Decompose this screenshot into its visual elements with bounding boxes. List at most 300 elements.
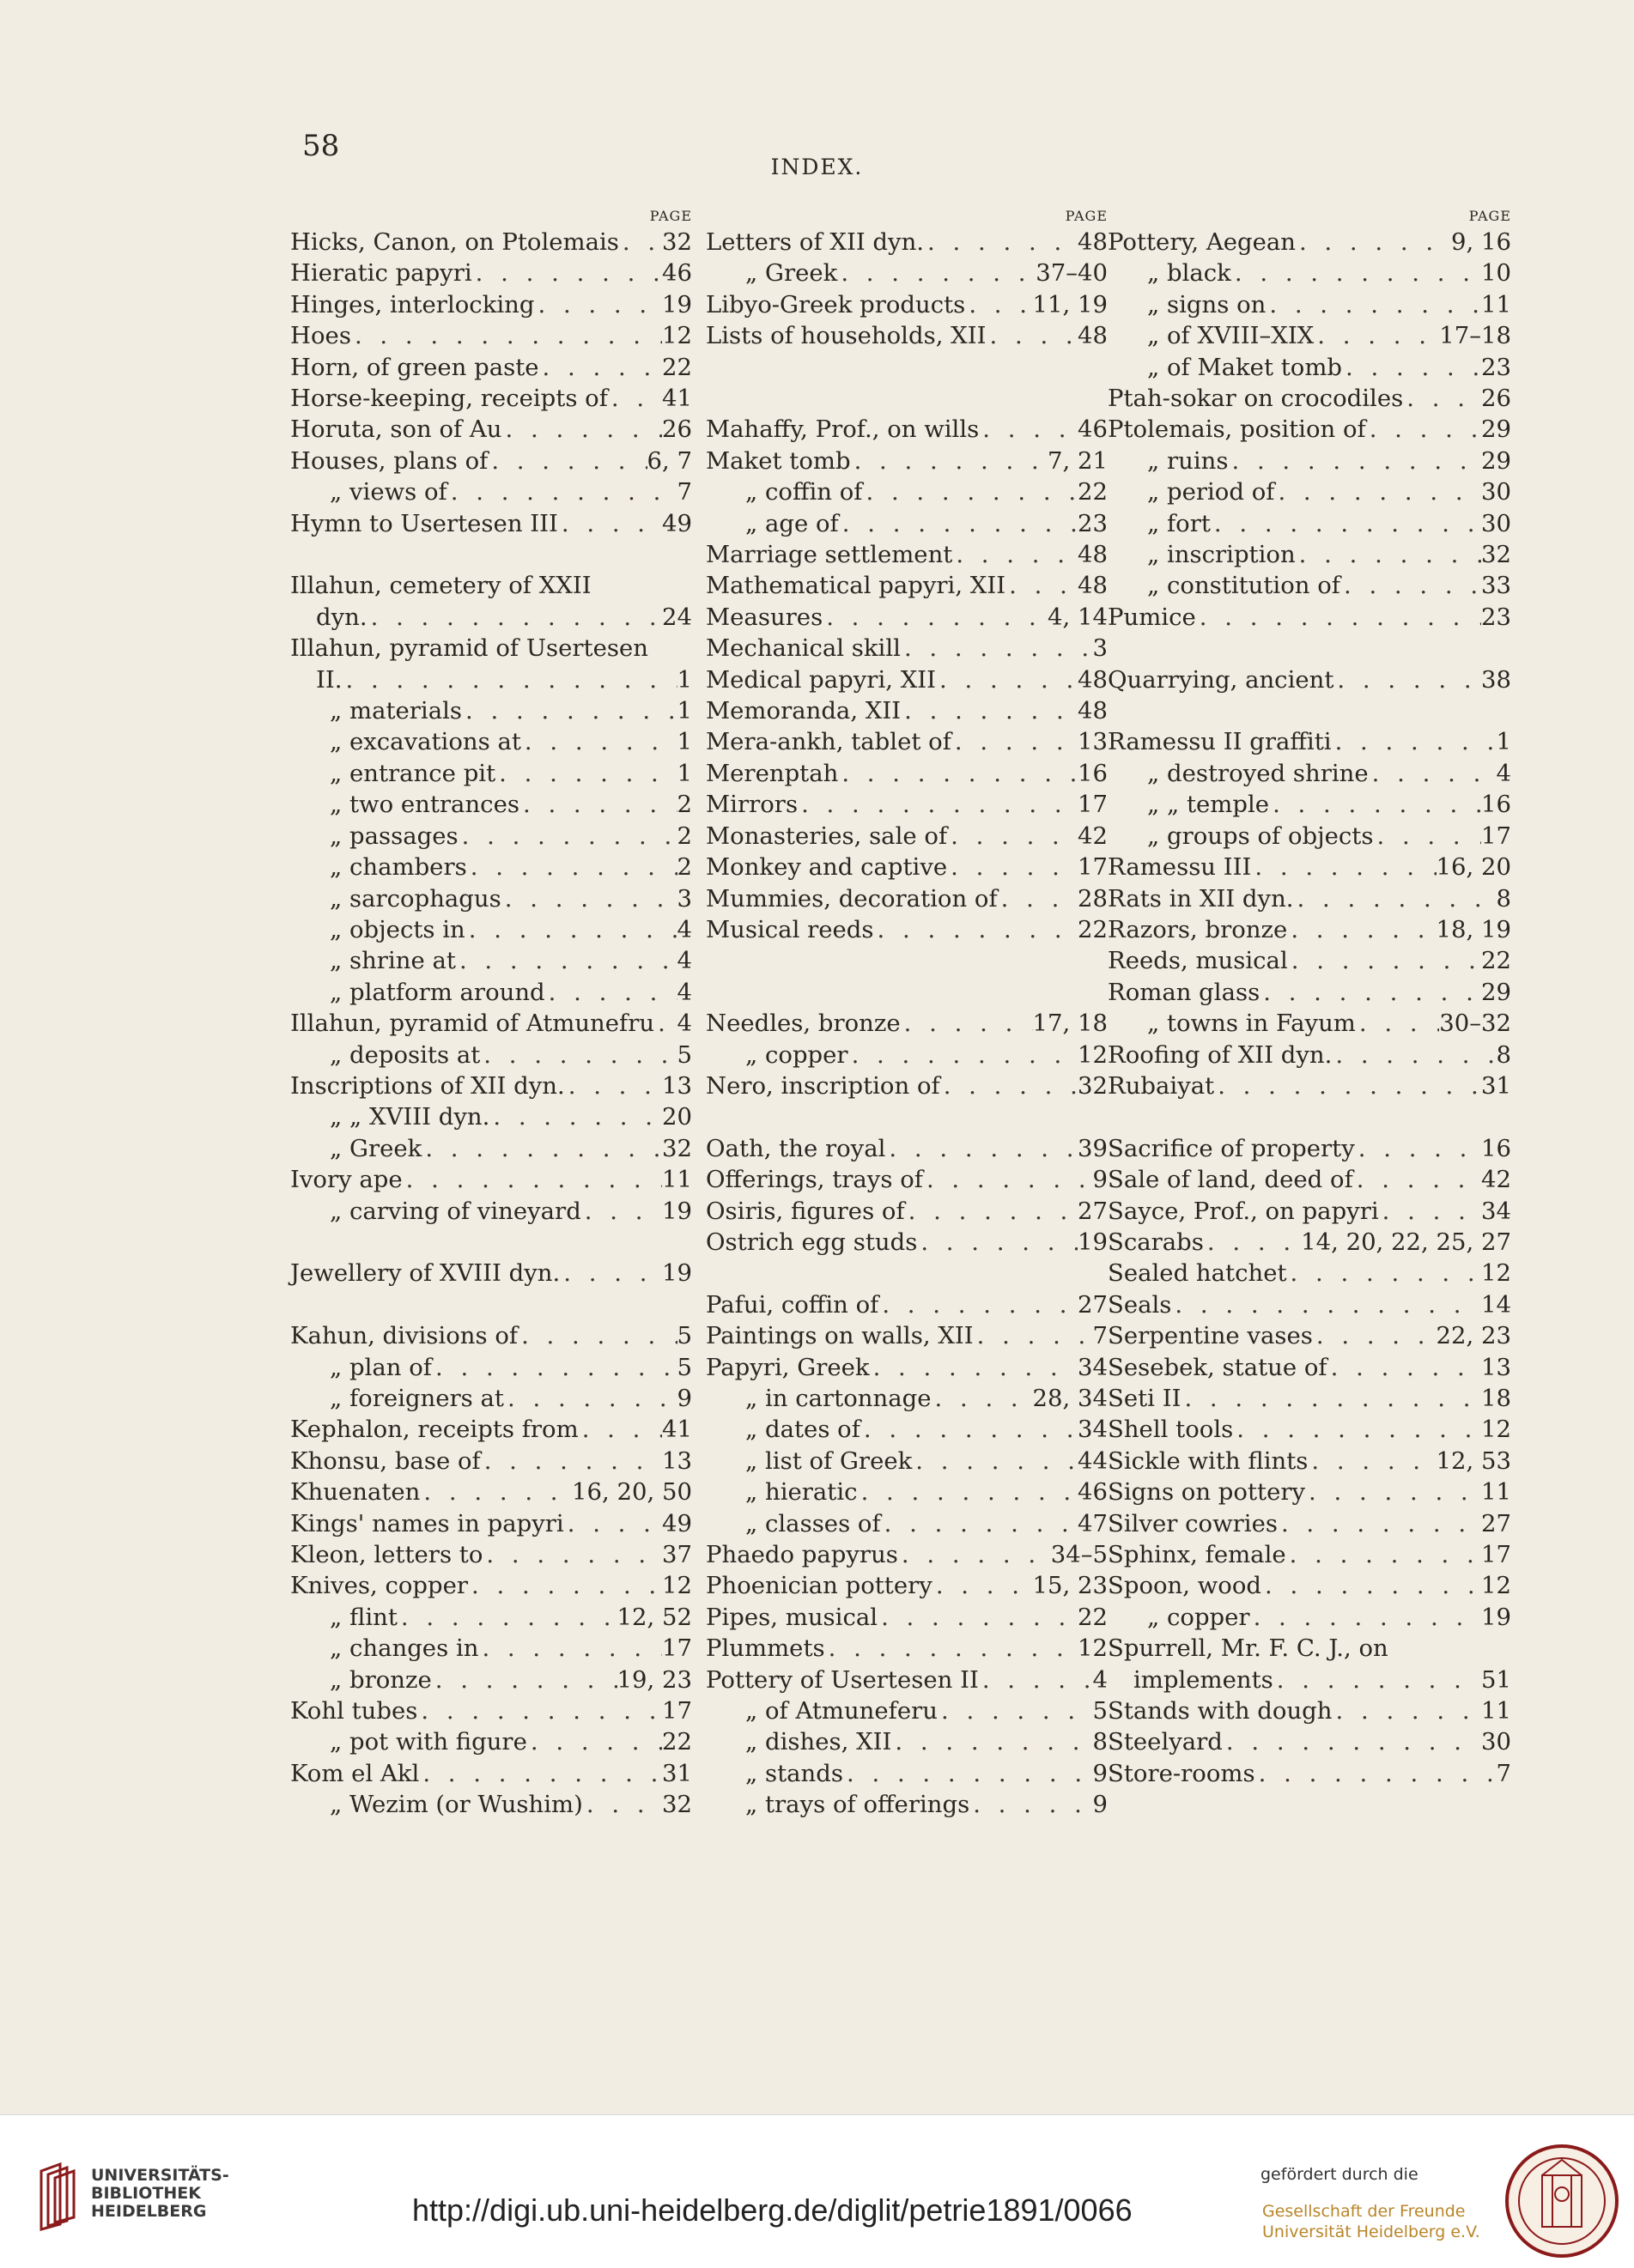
index-entry [706,289,1108,320]
entry-term: Seals [1108,1290,1172,1319]
source-url-link[interactable]: http://digi.ub.uni-heidelberg.de/diglit/petrie1891/0066 [412,2192,1133,2228]
library-name: UNIVERSITÄTS- BIBLIOTHEK HEIDELBERG [91,2166,229,2221]
entry-term: implements [1133,1665,1273,1694]
entry-pages: 26 [1481,385,1511,413]
entry-term: Measures [706,603,823,631]
leader-dots [940,1070,1078,1101]
leader-dots [521,726,677,757]
entry-term: Memoranda, XII [706,697,902,725]
leader-dots [874,914,1078,945]
leader-dots [1286,1539,1481,1570]
leader-dots [1333,664,1481,695]
entry-term: Nero, inscription of [706,1071,940,1100]
entry-pages: 41 [662,385,692,413]
index-entry [1108,1477,1511,1507]
index-entry [290,570,692,601]
entry-pages: 17 [1481,822,1511,850]
leader-dots [1296,227,1451,258]
entry-pages: 26 [662,415,692,444]
entry-pages: 19, 23 [617,1665,692,1694]
leader-dots [583,1789,662,1820]
entry-term: „ of XVIII–XIX [1147,322,1315,350]
blank-line [706,1258,1108,1289]
entry-term: „ views of [330,478,447,506]
leader-dots [838,758,1078,789]
entry-pages: 4 [677,947,692,975]
entry-term: „ fort [1147,509,1211,537]
entry-term: Houses, plans of [290,446,489,475]
index-entry [290,1665,692,1695]
leader-dots [823,602,1048,633]
leader-dots [1356,1008,1439,1039]
entry-term: „ of Maket tomb [1147,353,1343,381]
university-library-logo-icon [34,2162,82,2231]
entry-pages: 8 [1496,884,1511,913]
entry-pages: 20 [662,1103,692,1131]
leader-dots [501,883,677,914]
index-entry [290,821,692,852]
index-entry [1108,1602,1511,1633]
entry-term: „ plan of [330,1353,432,1381]
entry-term: Mera-ankh, tablet of [706,728,951,756]
sponsor-name: Gesellschaft der Freunde Universität Heidelberg e.V. [1262,2202,1480,2241]
index-entry [706,1758,1108,1789]
entry-term: „ „ XVIII dyn. [330,1103,490,1131]
entry-term: „ coffin of [745,478,863,506]
entry-pages: 32 [662,1134,692,1162]
index-entry [290,1040,692,1070]
leader-dots [1273,1665,1481,1695]
index-entry [290,1695,692,1726]
leader-dots [608,383,662,414]
entry-term: Kom el Akl [290,1759,420,1787]
entry-term: „ groups of objects [1147,822,1374,850]
entry-pages: 12 [1481,1259,1511,1288]
entry-pages: 29 [1481,446,1511,475]
entry-term: „ hieratic [745,1478,858,1507]
index-entry [1108,1633,1511,1664]
entry-pages: 19 [1481,1603,1511,1631]
entry-pages: 17 [662,1697,692,1725]
leader-dots [932,1570,1033,1601]
index-entry [706,446,1108,476]
index-entry [1108,1570,1511,1601]
entry-pages: 10 [1481,259,1511,288]
index-entry [290,1508,692,1539]
index-entry [706,1196,1108,1227]
column-page-header: PAGE [1065,208,1108,224]
entry-pages: 14 [1481,1290,1511,1319]
index-entry [1108,945,1511,976]
leader-dots [851,446,1048,476]
index-entry [1108,383,1511,414]
entry-term: „ signs on [1147,290,1267,318]
index-entry [706,414,1108,445]
entry-term: Scarabs [1108,1228,1204,1256]
index-entry [290,383,692,414]
leader-dots [342,664,677,695]
entry-term: Serpentine vases [1108,1322,1313,1350]
entry-term: Rats in XII dyn. [1108,884,1294,913]
entry-pages: 9 [1092,1791,1108,1819]
entry-pages: 32 [1078,1071,1108,1100]
entry-term: „ in cartonnage [745,1384,932,1412]
entry-pages: 12 [662,322,692,350]
leader-dots [1366,414,1481,445]
entry-pages: 9, 16 [1451,228,1511,256]
leader-dots [417,1695,662,1726]
index-entry [1108,1695,1511,1726]
index-entry [290,1789,692,1820]
index-entry [290,789,692,820]
leader-dots [579,1414,662,1445]
index-entry [706,1227,1108,1258]
blank-line [290,1227,692,1258]
index-entry [706,1539,1108,1570]
entry-pages: 1 [677,728,692,756]
index-entry [290,414,692,445]
leader-dots [1181,1383,1481,1414]
leader-dots [432,1665,617,1695]
index-entry [290,508,692,539]
index-entry [1108,789,1511,820]
university-seal-icon [1504,2141,1620,2261]
entry-term: Sesebek, statue of [1108,1353,1327,1381]
entry-pages: 5 [1092,1697,1108,1725]
index-entry [290,664,692,695]
index-entry [290,352,692,383]
entry-term: „ „ temple [1147,791,1270,819]
entry-pages: 46 [1078,1478,1108,1507]
leader-dots [1228,446,1481,476]
leader-dots [901,1008,1033,1039]
leader-dots [403,1164,662,1195]
index-entry [706,821,1108,852]
index-entry [706,320,1108,351]
leader-dots [1314,320,1439,351]
entry-pages: 12, 53 [1436,1446,1511,1475]
leader-dots [483,1539,662,1570]
index-entry [290,320,692,351]
leader-dots [1294,883,1497,914]
index-entry [290,1070,692,1101]
entry-pages: 30 [1481,509,1511,537]
leader-dots [878,1602,1078,1633]
entry-pages: 48 [1078,541,1108,569]
entry-term: Horuta, son of Au [290,415,502,444]
index-entry [1108,1133,1511,1164]
leader-dots [1305,1477,1481,1507]
leader-dots [860,1414,1078,1445]
entry-term: Hymn to Usertesen III [290,509,558,537]
index-entry [1108,446,1511,476]
entry-term: Khonsu, base of [290,1446,481,1475]
index-entry [1108,1758,1511,1789]
entry-pages: 2 [677,791,692,819]
entry-term: „ trays of offerings [745,1791,970,1819]
leader-dots [1204,1227,1301,1258]
index-entry [290,446,692,476]
entry-term: II. [316,665,343,694]
leader-dots [1274,476,1481,507]
entry-pages: 11 [1481,290,1511,318]
index-entry [290,1196,692,1227]
entry-term: Mummies, decoration of [706,884,998,913]
index-entry [1108,1320,1511,1351]
leader-dots [1251,852,1436,882]
entry-pages: 37 [662,1541,692,1569]
entry-term: Ostrich egg studs [706,1228,918,1256]
leader-dots [1327,1352,1481,1383]
index-entry [1108,414,1511,445]
entry-pages: 13 [662,1071,692,1100]
entry-pages: 1 [677,665,692,694]
entry-pages: 2 [677,853,692,882]
entry-term: Osiris, figures of [706,1197,905,1225]
leader-dots [1403,383,1481,414]
entry-pages: 14, 20, 22, 25, 27 [1301,1228,1511,1256]
entry-pages: 4 [677,978,692,1006]
blank-line [706,1101,1108,1132]
entry-pages: 12 [1481,1572,1511,1600]
leader-dots [1269,789,1481,820]
leader-dots [1231,258,1481,288]
entry-pages: 23 [1481,353,1511,381]
index-entry [1108,1446,1511,1477]
entry-term: Medical papyri, XII [706,665,937,694]
entry-term: Sealed hatchet [1108,1259,1287,1288]
entry-term: „ towns in Fayum [1147,1010,1356,1038]
index-entry [290,227,692,258]
index-entry [1108,726,1511,757]
entry-term: Merenptah [706,759,839,787]
entry-pages: 5 [677,1322,692,1350]
entry-pages: 23 [1481,603,1511,631]
entry-pages: 19 [662,290,692,318]
entry-pages: 28, 34 [1032,1384,1108,1412]
leader-dots [488,446,647,476]
entry-term: Offerings, trays of [706,1166,923,1194]
leader-dots [1278,1508,1481,1539]
leader-dots [565,1070,662,1101]
index-entry [290,914,692,945]
leader-dots [923,1164,1093,1195]
entry-term: Mathematical papyri, XII [706,572,1006,600]
entry-pages: 1 [677,759,692,787]
entry-pages: 22, 23 [1436,1322,1511,1350]
entry-pages: 7 [677,478,692,506]
index-entry [290,695,692,726]
entry-pages: 11, 19 [1032,290,1108,318]
index-entry [290,1633,692,1664]
index-entry [706,1789,1108,1820]
leader-dots [432,1352,677,1383]
index-entry [290,1258,692,1289]
leader-dots [1171,1289,1481,1320]
entry-term: „ bronze [330,1665,432,1694]
entry-term: „ copper [1147,1603,1250,1631]
index-entry [1108,1196,1511,1227]
entry-term: Illahun, pyramid of Usertesen [290,634,648,663]
entry-pages: 41 [662,1416,692,1444]
entry-pages: 34 [1078,1416,1108,1444]
entry-term: „ chambers [330,853,467,882]
index-entry [1108,570,1511,601]
entry-term: „ stands [745,1759,843,1787]
entry-term: Phaedo papyrus [706,1540,898,1568]
index-entry [706,883,1108,914]
entry-term: „ changes in [330,1634,479,1663]
entry-term: Stands with dough [1108,1697,1333,1725]
entry-pages: 17 [662,1634,692,1663]
entry-term: Roman glass [1108,978,1260,1006]
index-entry [1108,852,1511,882]
entry-term: „ Wezim (or Wushim) [330,1791,583,1819]
index-entry [1108,821,1511,852]
entry-term: Mechanical skill [706,634,901,663]
leader-dots [560,1258,662,1289]
leader-dots [986,320,1078,351]
entry-pages: 17, 18 [1032,1010,1108,1038]
leader-dots [1266,289,1481,320]
leader-dots [1255,1758,1497,1789]
entry-term: „ two entrances [330,791,519,819]
entry-term: Pottery of Usertesen II [706,1665,979,1694]
entry-pages: 22 [1078,1603,1108,1631]
index-entry [1108,1665,1511,1695]
entry-pages: 46 [662,259,692,288]
leader-dots [952,539,1078,570]
leader-dots [837,258,1036,288]
index-entry [1108,664,1511,695]
entry-pages: 42 [1078,822,1108,850]
entry-pages: 47 [1078,1509,1108,1537]
leader-dots [969,1789,1092,1820]
leader-dots [1287,1258,1481,1289]
column-page-header: PAGE [649,208,692,224]
index-entry [290,1446,692,1477]
index-entry [706,1008,1108,1039]
entry-pages: 16 [1078,759,1108,787]
index-entry [1108,1508,1511,1539]
leader-dots [858,1477,1078,1507]
index-entry [706,1477,1108,1507]
entry-term: Store-rooms [1108,1759,1255,1787]
entry-pages: 38 [1481,665,1511,694]
entry-pages: 6, 7 [647,446,692,475]
entry-term: dyn. [316,603,367,631]
index-entry [706,1040,1108,1070]
index-column-3 [1108,208,1511,1789]
blank-line [706,945,1108,976]
entry-term: „ list of Greek [745,1446,913,1475]
leader-dots [447,476,677,507]
index-entry [290,977,692,1008]
blank-line [1108,695,1511,726]
entry-term: Sale of land, deed of [1108,1166,1353,1194]
index-column-1 [290,208,692,1821]
index-entry [290,1539,692,1570]
index-entry [1108,539,1511,570]
entry-pages: 17–18 [1439,322,1511,350]
index-entry [290,289,692,320]
leader-dots [947,852,1078,882]
entry-pages: 30–32 [1439,1010,1511,1038]
entry-term: „ dates of [745,1416,860,1444]
index-entry [290,1133,692,1164]
leader-dots [862,476,1078,507]
leader-dots [467,852,677,882]
entry-pages: 34 [1078,1353,1108,1381]
index-entry [1108,352,1511,383]
entry-term: „ copper [745,1040,848,1069]
sponsor-label: gefördert durch die [1260,2165,1418,2184]
entry-pages: 15, 23 [1032,1572,1108,1600]
entry-pages: 12 [1078,1040,1108,1069]
entry-term: „ age of [745,509,839,537]
running-head: INDEX. [770,155,864,179]
index-entry [290,1320,692,1351]
entry-term: Needles, bronze [706,1010,901,1038]
leader-dots [519,789,677,820]
leader-dots [564,1508,662,1539]
entry-pages: 39 [1078,1134,1108,1162]
leader-dots [489,1101,662,1132]
entry-term: „ dishes, XII [745,1728,892,1756]
entry-pages: 29 [1481,415,1511,444]
index-entry [1108,1726,1511,1757]
entry-term: Spurrell, Mr. F. C. J., on [1108,1634,1388,1663]
index-entry [706,1414,1108,1445]
leader-dots [1369,758,1497,789]
footer-bar [0,2114,1634,2268]
leader-dots [527,1726,662,1757]
index-entry [1108,320,1511,351]
leader-dots [539,352,662,383]
entry-term: Ivory ape [290,1166,403,1194]
entry-term: Monkey and captive [706,853,948,882]
entry-term: Illahun, pyramid of Atmunefru [290,1010,655,1038]
entry-pages: 34 [1481,1197,1511,1225]
leader-dots [979,414,1078,445]
leader-dots [495,758,677,789]
entry-pages: 4 [1496,759,1511,787]
leader-dots [420,1477,572,1507]
leader-dots [885,1133,1078,1164]
index-entry [1108,602,1511,633]
leader-dots [1287,914,1436,945]
entry-term: „ platform around [330,978,545,1006]
index-entry [706,914,1108,945]
index-entry [706,1633,1108,1664]
entry-pages: 48 [1078,697,1108,725]
index-entry [1108,1008,1511,1039]
leader-dots [459,821,677,852]
entry-pages: 7 [1092,1322,1108,1350]
entry-pages: 48 [1078,665,1108,694]
entry-pages: 32 [662,228,692,256]
entry-pages: 27 [1078,1197,1108,1225]
leader-dots [1214,1070,1481,1101]
index-entry [290,633,692,664]
entry-pages: 11 [1481,1478,1511,1507]
entry-term: Libyo-Greek products [706,290,966,318]
leader-dots [1196,602,1481,633]
index-entry [290,1570,692,1601]
entry-term: „ shrine at [330,947,456,975]
leader-dots [878,1289,1078,1320]
entry-term: Kephalon, receipts from [290,1416,579,1444]
